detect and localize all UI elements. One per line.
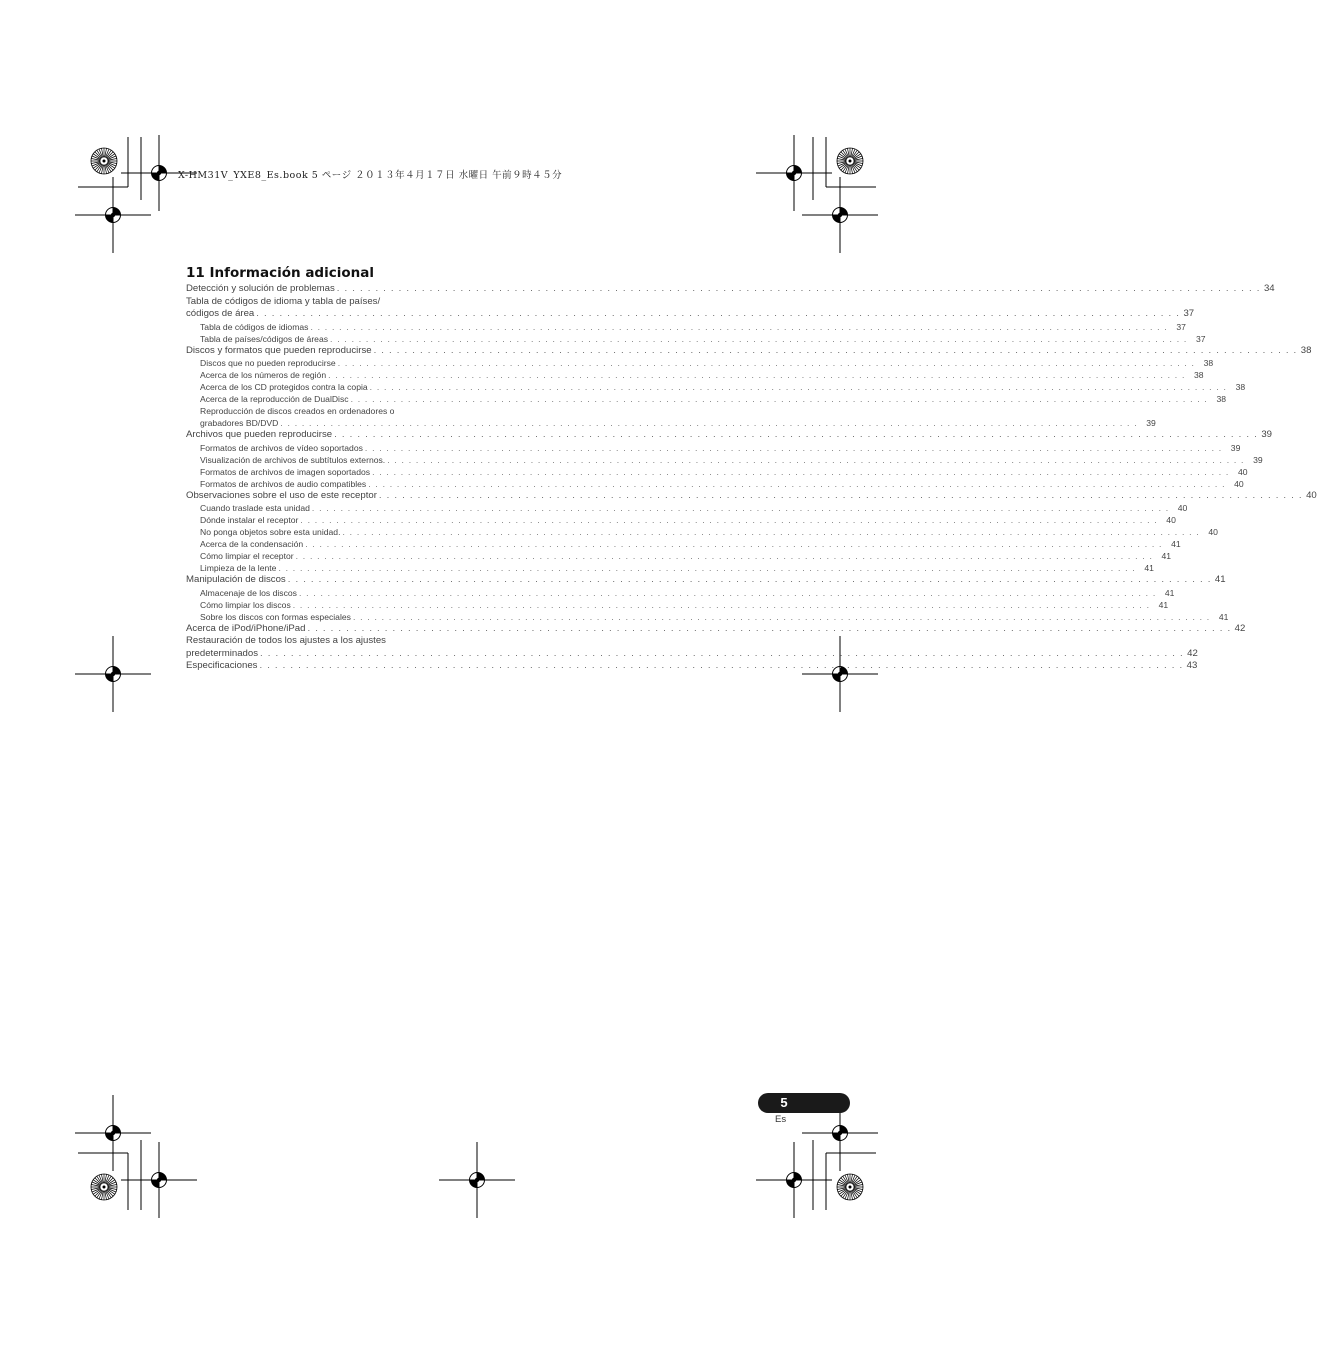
toc-leader-dots: . . . . . . . . . . . . . . . . . . . . . . . . . . . . . . . . . . . . . . . . . . . . . . . . . . . . . . . . . . . . . . . . . . . . . . . . . . . . . . . . . . . . . . . . . . . . . . . . . . . . . . . . . . . . . . . . . . . . . . . . [307, 622, 1232, 634]
page-language: Es [775, 1114, 787, 1125]
toc-leader-dots: . . . . . . . . . . . . . . . . . . . . . . . . . . . . . . . . . . . . . . . . . . . . . . . . . . . . . . . . . . . . . . . . . . . . . . . . . . . . . . . . . . . . . . . . . . . . . . . . . . . . . . . . . . . . . . . . . . . . . . . . [310, 321, 1168, 332]
toc-entry-label: Cómo limpiar el receptor [200, 551, 294, 561]
toc-entry-label: No ponga objetos sobre esta unidad. [200, 527, 341, 537]
toc-leader-dots: . . . . . . . . . . . . . . . . . . . . . . . . . . . . . . . . . . . . . . . . . . . . . . . . . . . . . . . . . . . . . . . . . . . . . . . . . . . . . . . . . . . . . . . . . . . . . . . . . . . . . . . . . . . . . . . . . . . . . . . . [352, 611, 1211, 622]
toc-leader-dots: . . . . . . . . . . . . . . . . . . . . . . . . . . . . . . . . . . . . . . . . . . . . . . . . . . . . . . . . . . . . . . . . . . . . . . . . . . . . . . . . . . . . . . . . . . . . . . . . . . . . . . . . . . . . . . . . . . . . . . . . [336, 283, 1261, 294]
toc-leader-dots: . . . . . . . . . . . . . . . . . . . . . . . . . . . . . . . . . . . . . . . . . . . . . . . . . . . . . . . . . . . . . . . . . . . . . . . . . . . . . . . . . . . . . . . . . . . . . . . . . . . . . . . . . . . . . . . . . . . . . . . . [350, 394, 1209, 404]
table-of-contents [186, 283, 1317, 673]
page-number: 5 [780, 1095, 788, 1110]
toc-entry [186, 308, 1195, 321]
toc-entry-label: Detección y solución de problemas [186, 283, 335, 294]
toc-entry-label: Visualización de archivos de subtítulos externos. [200, 454, 386, 465]
toc-entry-page: 41 [1218, 611, 1229, 622]
toc-leader-dots: . . . . . . . . . . . . . . . . . . . . . . . . . . . . . . . . . . . . . . . . . . . . . . . . . . . . . . . . . . . . . . . . . . . . . . . . . . . . . . . . . . . . . . . . . . . . . . . . . . . . . . . . . . . . . . . . . . . . . . . . [278, 563, 1136, 573]
toc-entry-page: 41 [1161, 551, 1172, 561]
toc-leader-dots: . . . . . . . . . . . . . . . . . . . . . . . . . . . . . . . . . . . . . . . . . . . . . . . . . . . . . . . . . . . . . . . . . . . . . . . . . . . . . . . . . . . . . . . . . . . . . . . . . . . . . . . . . . . . . . . . . . . . . . . . [295, 551, 1154, 561]
toc-entry-page: 38 [1216, 394, 1227, 404]
toc-entry [186, 514, 1176, 526]
toc-leader-dots: . . . . . . . . . . . . . . . . . . . . . . . . . . . . . . . . . . . . . . . . . . . . . . . . . . . . . . . . . . . . . . . . . . . . . . . . . . . . . . . . . . . . . . . . . . . . . . . . . . . . . . . . . . . . . . . . . . . . . . . . [369, 382, 1228, 392]
toc-entry [186, 599, 1169, 611]
toc-entry [186, 647, 1198, 661]
toc-entry-label: grabadores BD/DVD [200, 418, 279, 428]
toc-entry-label: Acerca de iPod/iPhone/iPad [186, 622, 306, 634]
toc-entry-page: 38 [1235, 382, 1246, 392]
toc-entry-page: 34 [1263, 283, 1275, 294]
toc-leader-dots: . . . . . . . . . . . . . . . . . . . . . . . . . . . . . . . . . . . . . . . . . . . . . . . . . . . . . . . . . . . . . . . . . . . . . . . . . . . . . . . . . . . . . . . . . . . . . . . . . . . . . . . . . . . . . . . . . . . . . . . . [300, 515, 1158, 525]
toc-leader-dots: . . . . . . . . . . . . . . . . . . . . . . . . . . . . . . . . . . . . . . . . . . . . . . . . . . . . . . . . . . . . . . . . . . . . . . . . . . . . . . . . . . . . . . . . . . . . . . . . . . . . . . . . . . . . . . . . . . . . . . . . [372, 466, 1230, 477]
toc-entry [186, 622, 1246, 636]
toc-leader-dots: . . . . . . . . . . . . . . . . . . . . . . . . . . . . . . . . . . . . . . . . . . . . . . . . . . . . . . . . . . . . . . . . . . . . . . . . . . . . . . . . . . . . . . . . . . . . . . . . . . . . . . . . . . . . . . . . . . . . . . . . [373, 344, 1298, 356]
toc-leader-dots: . . . . . . . . . . . . . . . . . . . . . . . . . . . . . . . . . . . . . . . . . . . . . . . . . . . . . . . . . . . . . . . . . . . . . . . . . . . . . . . . . . . . . . . . . . . . . . . . . . . . . . . . . . . . . . . . . . . . . . . . [387, 454, 1245, 465]
toc-entry-page: 41 [1158, 599, 1169, 610]
toc-entry [186, 344, 1312, 358]
toc-leader-dots: . . . . . . . . . . . . . . . . . . . . . . . . . . . . . . . . . . . . . . . . . . . . . . . . . . . . . . . . . . . . . . . . . . . . . . . . . . . . . . . . . . . . . . . . . . . . . . . . . . . . . . . . . . . . . . . . . . . . . . . . [311, 503, 1170, 513]
toc-entry [186, 550, 1172, 562]
toc-entry-label: Discos y formatos que pueden reproducirse [186, 344, 372, 356]
toc-entry-label: Tabla de países/códigos de áreas [200, 333, 329, 344]
toc-entry-label: Limpieza de la lente [200, 563, 277, 573]
toc-leader-dots: . . . . . . . . . . . . . . . . . . . . . . . . . . . . . . . . . . . . . . . . . . . . . . . . . . . . . . . . . . . . . . . . . . . . . . . . . . . . . . . . . . . . . . . . . . . . . . . . . . . . . . . . . . . . . . . . . . . . . . . . [292, 599, 1151, 610]
toc-entry [186, 283, 1275, 296]
toc-entry [186, 478, 1244, 490]
toc-entry-page: 42 [1187, 647, 1198, 659]
toc-entry-label: Acerca de los números de región [200, 370, 327, 380]
toc-leader-dots: . . . . . . . . . . . . . . . . . . . . . . . . . . . . . . . . . . . . . . . . . . . . . . . . . . . . . . . . . . . . . . . . . . . . . . . . . . . . . . . . . . . . . . . . . . . . . . . . . . . . . . . . . . . . . . . . . . . . . . . . [287, 574, 1212, 585]
toc-leader-dots: . . . . . . . . . . . . . . . . . . . . . . . . . . . . . . . . . . . . . . . . . . . . . . . . . . . . . . . . . . . . . . . . . . . . . . . . . . . . . . . . . . . . . . . . . . . . . . . . . . . . . . . . . . . . . . . . . . . . . . . . [364, 442, 1223, 453]
toc-entry [186, 538, 1181, 550]
toc-entry [186, 429, 1272, 442]
toc-entry-label: Manipulación de discos [186, 574, 286, 585]
toc-entry-label: Acerca de la reproducción de DualDisc [200, 394, 349, 404]
toc-entry [186, 405, 459, 417]
toc-entry-label: Restauración de todos los ajustes a los ajustes [186, 635, 386, 646]
toc-entry [186, 296, 459, 309]
toc-entry-page: 38 [1194, 370, 1204, 380]
toc-entry-label: Cuando traslade esta unidad [200, 503, 310, 513]
toc-entry [186, 357, 1214, 369]
toc-entry [186, 502, 1188, 514]
toc-leader-dots: . . . . . . . . . . . . . . . . . . . . . . . . . . . . . . . . . . . . . . . . . . . . . . . . . . . . . . . . . . . . . . . . . . . . . . . . . . . . . . . . . . . . . . . . . . . . . . . . . . . . . . . . . . . . . . . . . . . . . . . . [259, 660, 1184, 671]
toc-entry-label: códigos de área [186, 308, 255, 319]
toc-entry [186, 417, 1156, 429]
toc-entry-page: 43 [1186, 660, 1198, 671]
toc-entry-label: Sobre los discos con formas especiales [200, 611, 351, 622]
toc-entry-page: 37 [1183, 308, 1195, 319]
toc-entry-page: 38 [1300, 344, 1312, 356]
toc-entry-page: 41 [1144, 563, 1154, 573]
toc-entry-label: Formatos de archivos de imagen soportados [200, 466, 371, 477]
toc-entry [186, 635, 459, 648]
toc-entry [186, 526, 1218, 538]
toc-entry-page: 40 [1177, 503, 1188, 513]
toc-entry [186, 333, 1206, 345]
toc-entry-label: Formatos de archivos de vídeo soportados [200, 442, 363, 453]
toc-entry-page: 42 [1234, 622, 1246, 634]
toc-entry [186, 562, 1154, 574]
toc-entry-page: 41 [1171, 539, 1181, 549]
toc-entry-page: 38 [1203, 358, 1214, 368]
toc-leader-dots: . . . . . . . . . . . . . . . . . . . . . . . . . . . . . . . . . . . . . . . . . . . . . . . . . . . . . . . . . . . . . . . . . . . . . . . . . . . . . . . . . . . . . . . . . . . . . . . . . . . . . . . . . . . . . . . . . . . . . . . . [330, 333, 1188, 344]
toc-entry [186, 611, 1229, 623]
toc-entry-label: Cómo limpiar los discos [200, 599, 291, 610]
toc-entry-page: 37 [1176, 321, 1186, 332]
toc-entry-label: Acerca de la condensación [200, 539, 304, 549]
toc-entry-label: Tabla de códigos de idioma y tabla de países/ [186, 295, 381, 307]
toc-entry-label: Tabla de códigos de idiomas [200, 321, 309, 332]
toc-entry-label: Observaciones sobre el uso de este receptor [186, 489, 377, 501]
toc-entry-label: Almacenaje de los discos [200, 587, 297, 598]
toc-leader-dots: . . . . . . . . . . . . . . . . . . . . . . . . . . . . . . . . . . . . . . . . . . . . . . . . . . . . . . . . . . . . . . . . . . . . . . . . . . . . . . . . . . . . . . . . . . . . . . . . . . . . . . . . . . . . . . . . . . . . . . . . [260, 647, 1184, 659]
toc-entry-label: Dónde instalar el receptor [200, 515, 299, 525]
toc-entry [186, 381, 1246, 393]
toc-entry-page: 37 [1195, 333, 1206, 344]
toc-entry [186, 574, 1226, 587]
toc-entry-label: Reproducción de discos creados en ordenadores o [200, 406, 395, 416]
toc-entry [186, 660, 1198, 673]
toc-entry [186, 587, 1175, 599]
toc-leader-dots: . . . . . . . . . . . . . . . . . . . . . . . . . . . . . . . . . . . . . . . . . . . . . . . . . . . . . . . . . . . . . . . . . . . . . . . . . . . . . . . . . . . . . . . . . . . . . . . . . . . . . . . . . . . . . . . . . . . . . . . . [337, 358, 1196, 368]
toc-leader-dots: . . . . . . . . . . . . . . . . . . . . . . . . . . . . . . . . . . . . . . . . . . . . . . . . . . . . . . . . . . . . . . . . . . . . . . . . . . . . . . . . . . . . . . . . . . . . . . . . . . . . . . . . . . . . . . . . . . . . . . . . [328, 370, 1186, 380]
toc-entry [186, 321, 1186, 333]
toc-entry-label: predeterminados [186, 647, 258, 659]
section-title: 11 Información adicional [186, 265, 374, 281]
toc-entry-page: 39 [1261, 429, 1272, 440]
file-info-header: X-HM31V_YXE8_Es.book 5 ページ ２０１３年４月１７日 水曜日 午前９時４５分 [178, 170, 563, 181]
page-number-badge [758, 1093, 850, 1113]
toc-entry-page: 39 [1230, 442, 1241, 453]
toc-leader-dots: . . . . . . . . . . . . . . . . . . . . . . . . . . . . . . . . . . . . . . . . . . . . . . . . . . . . . . . . . . . . . . . . . . . . . . . . . . . . . . . . . . . . . . . . . . . . . . . . . . . . . . . . . . . . . . . . . . . . . . . . [368, 478, 1226, 489]
toc-leader-dots: . . . . . . . . . . . . . . . . . . . . . . . . . . . . . . . . . . . . . . . . . . . . . . . . . . . . . . . . . . . . . . . . . . . . . . . . . . . . . . . . . . . . . . . . . . . . . . . . . . . . . . . . . . . . . . . . . . . . . . . . [305, 539, 1163, 549]
toc-entry [186, 466, 1248, 478]
toc-entry [186, 442, 1241, 454]
toc-entry-label: Discos que no pueden reproducirse [200, 358, 336, 368]
toc-entry-page: 40 [1237, 466, 1248, 477]
toc-entry-label: Archivos que pueden reproducirse [186, 429, 333, 440]
toc-entry-page: 40 [1306, 489, 1317, 501]
toc-entry-page: 39 [1253, 454, 1263, 465]
toc-entry-label: Formatos de archivos de audio compatibles [200, 478, 367, 489]
toc-entry-page: 40 [1166, 515, 1176, 525]
toc-leader-dots: . . . . . . . . . . . . . . . . . . . . . . . . . . . . . . . . . . . . . . . . . . . . . . . . . . . . . . . . . . . . . . . . . . . . . . . . . . . . . . . . . . . . . . . . . . . . . . . . . . . . . . . . . . . . . . . . . . . . . . . . [378, 489, 1303, 501]
toc-leader-dots: . . . . . . . . . . . . . . . . . . . . . . . . . . . . . . . . . . . . . . . . . . . . . . . . . . . . . . . . . . . . . . . . . . . . . . . . . . . . . . . . . . . . . . . . . . . . . . . . . . . . . . . . . . . . . . . . . . . . . . . . [298, 587, 1157, 598]
toc-entry-label: Acerca de los CD protegidos contra la copia [200, 382, 368, 392]
toc-entry-page: 40 [1234, 478, 1244, 489]
toc-entry-label: Especificaciones [186, 660, 258, 671]
toc-entry-page: 41 [1214, 574, 1226, 585]
toc-leader-dots: . . . . . . . . . . . . . . . . . . . . . . . . . . . . . . . . . . . . . . . . . . . . . . . . . . . . . . . . . . . . . . . . . . . . . . . . . . . . . . . . . . . . . . . . . . . . . . . . . . . . . . . . . . . . . . . . . . . . . . . . [334, 429, 1258, 440]
toc-leader-dots: . . . . . . . . . . . . . . . . . . . . . . . . . . . . . . . . . . . . . . . . . . . . . . . . . . . . . . . . . . . . . . . . . . . . . . . . . . . . . . . . . . . . . . . . . . . . . . . . . . . . . . . . . . . . . . . . . . . . . . . . [280, 418, 1138, 428]
toc-entry [186, 393, 1227, 405]
toc-leader-dots: . . . . . . . . . . . . . . . . . . . . . . . . . . . . . . . . . . . . . . . . . . . . . . . . . . . . . . . . . . . . . . . . . . . . . . . . . . . . . . . . . . . . . . . . . . . . . . . . . . . . . . . . . . . . . . . . . . . . . . . . [256, 308, 1181, 319]
toc-entry [186, 454, 1263, 466]
toc-entry-page: 41 [1164, 587, 1175, 598]
toc-entry-page: 40 [1208, 527, 1218, 537]
toc-leader-dots: . . . . . . . . . . . . . . . . . . . . . . . . . . . . . . . . . . . . . . . . . . . . . . . . . . . . . . . . . . . . . . . . . . . . . . . . . . . . . . . . . . . . . . . . . . . . . . . . . . . . . . . . . . . . . . . . . . . . . . . . [342, 527, 1200, 537]
toc-entry [186, 369, 1204, 381]
toc-entry-page: 39 [1146, 418, 1156, 428]
toc-entry [186, 489, 1317, 503]
